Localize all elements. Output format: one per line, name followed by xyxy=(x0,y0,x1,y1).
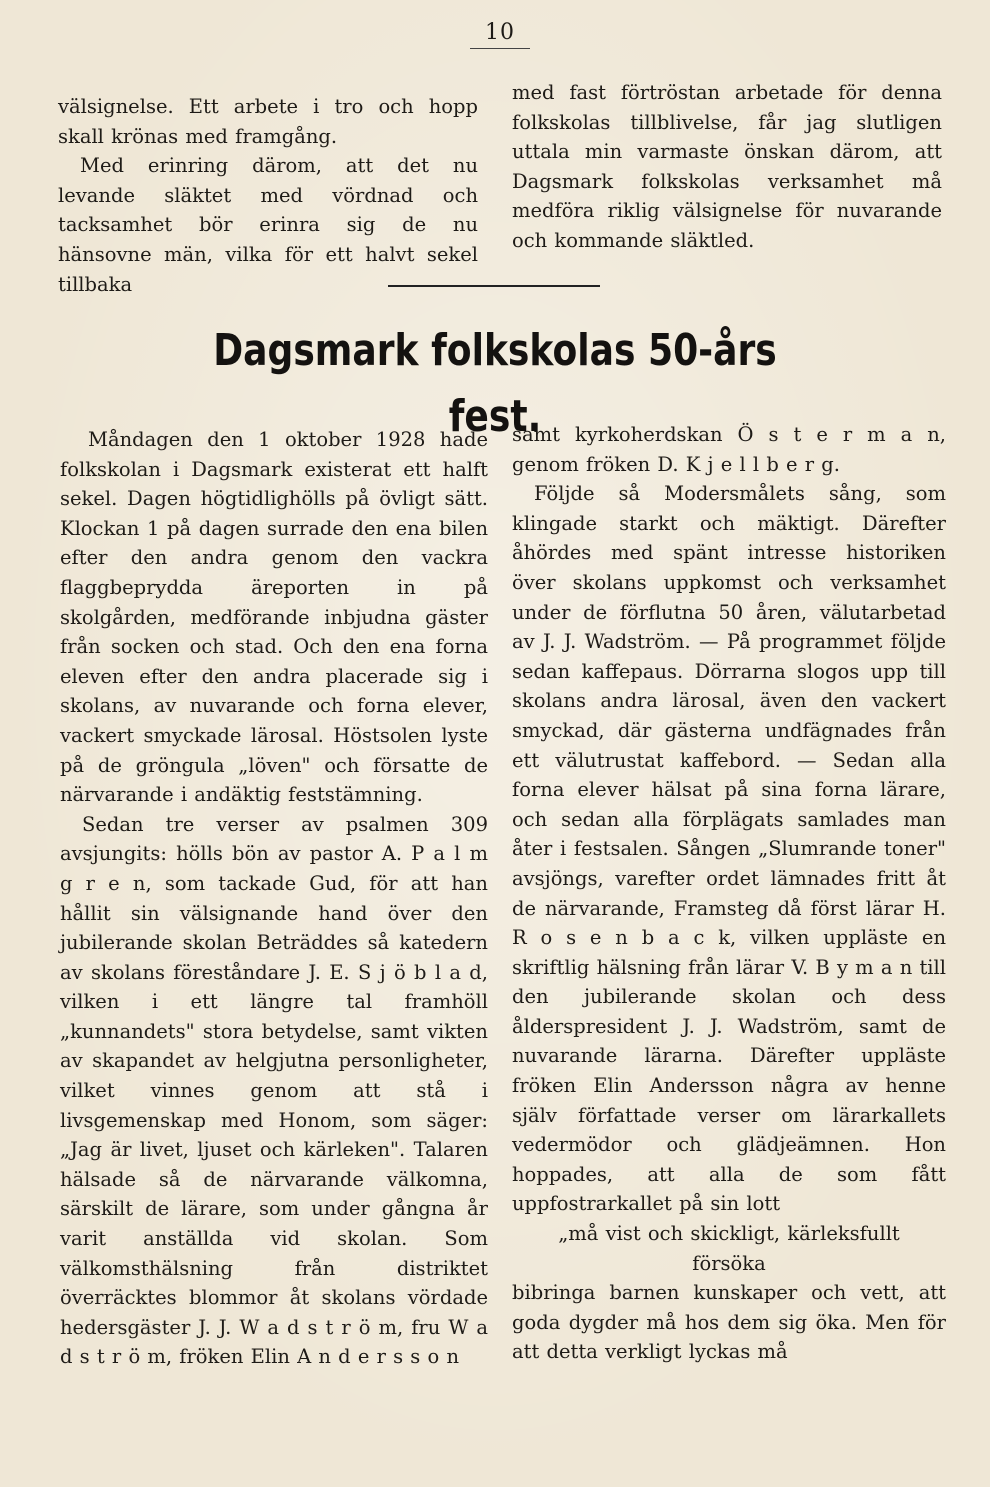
article-right-column xyxy=(512,420,946,1367)
top-left-paragraph: Med erinring därom, att det nu levande släktet med vördnad och tacksamhet bör erinra sig de nu hänsovne män, vilka för ett halvt sekel tillbaka xyxy=(58,154,478,296)
top-right-paragraph: med fast förtröstan arbetade för denna folkskolas tillblivelse, får jag slutligen uttala min varmaste önskan därom, att Dagsmark folkskolas verksamhet må medföra riklig välsignelse för nuvarande och kommande släktled. xyxy=(512,81,942,252)
poem-line: försöka xyxy=(692,1251,766,1275)
article-paragraph: Sedan tre verser av psalmen 309 avsjungits: hölls bön av pastor A. P a l m g r e n, som tackade Gud, för att han hållit sin välsignande hand över den jubilerande skolan Beträddes så katedern av skolans föreståndare J. E. S j ö b l a d, vilken i ett längre tal framhöll „kunnandets" stora betydelse, samt vikten av skapandet av helgjutna personligheter, vilket vinnes genom att stå i livsgemenskap med Honom, som säger: „Jag är livet, ljuset och kärleken". Talaren hälsade så de närvarande välkomna, särskilt de lärare, som under gångna år varit anställda vid skolan. Som välkomsthälsning från distriktet överräcktes blommor åt skolans vördade hedersgäster J. J. W a d s t r ö m, fru W a d s t r ö m, fröken Elin A n d e r s s o n xyxy=(60,812,488,1369)
article-paragraph: Följde så Modersmålets sång, som klingade starkt och mäktigt. Därefter åhördes med spänt intresse historiken över skolans uppkomst och verksamhet under de förflutna 50 åren, välutarbetad av J. J. Wadström. — På programmet följde sedan kaffepaus. Dörrarna slogos upp till skolans andra lärosal, även den vackert smyckad, där gästerna undfägnades från ett välutrustat kaffebord. — Sedan alla forna elever hälsat på sina forna lärare, och sedan alla förplägats samlades man åter i festsalen. Sången „Slumrande toner" avsjöngs, varefter ordet lämnades fritt åt de närvarande, Framsteg då först lärar H. R o s e n b a c k, vilken uppläste en skriftlig hälsning från lärar V. B y m a n till den jubilerande skolan och dess ålderspresident J. J. Wadström, samt de nuvarande lärarna. Därefter uppläste fröken Elin Andersson några av henne själv författade verser om lärarkallets vedermödor och glädjeämnen. Hon hoppades, att alla de som fått uppfostrarkallet på sin lott xyxy=(512,482,946,1216)
top-right-column xyxy=(512,78,942,256)
article-paragraph: Måndagen den 1 oktober 1928 hade folkskolan i Dagsmark existerat ett halft sekel. Dagen högtidlighölls på övligt sätt. Klockan 1 på dagen surrade den ena bilen efter den andra genom den vackra flaggbeprydda äreporten in på skolgården, medförande inbjudna gäster från socken och stad. Och den ena forna eleven efter den andra placerade sig i skolans, av nuvarande och forna elever, vackert smyckade lärosal. Höstsolen lyste på de gröngula „löven" och försatte de närvarande i andäktig feststämning. xyxy=(60,428,488,807)
page-number: 10 xyxy=(485,20,515,45)
page-number-underline xyxy=(470,48,530,49)
section-divider xyxy=(388,285,600,287)
poem-line: „må vist och skickligt, kärleksfullt xyxy=(558,1222,900,1246)
article-paragraph: samt kyrkoherdskan Ö s t e r m a n, genom fröken D. K j e l l b e r g. xyxy=(512,423,946,476)
top-left-paragraph: välsignelse. Ett arbete i tro och hopp skall krönas med framgång. xyxy=(58,95,478,148)
article-closing-paragraph: bibringa barnen kunskaper och vett, att goda dygder må hos dem sig öka. Men för att detta verkligt lyckas må xyxy=(512,1281,946,1364)
top-left-column xyxy=(58,92,478,299)
article-headline: Dagsmark folkskolas 50-års fest. xyxy=(213,325,777,442)
article-left-column xyxy=(60,425,488,1372)
